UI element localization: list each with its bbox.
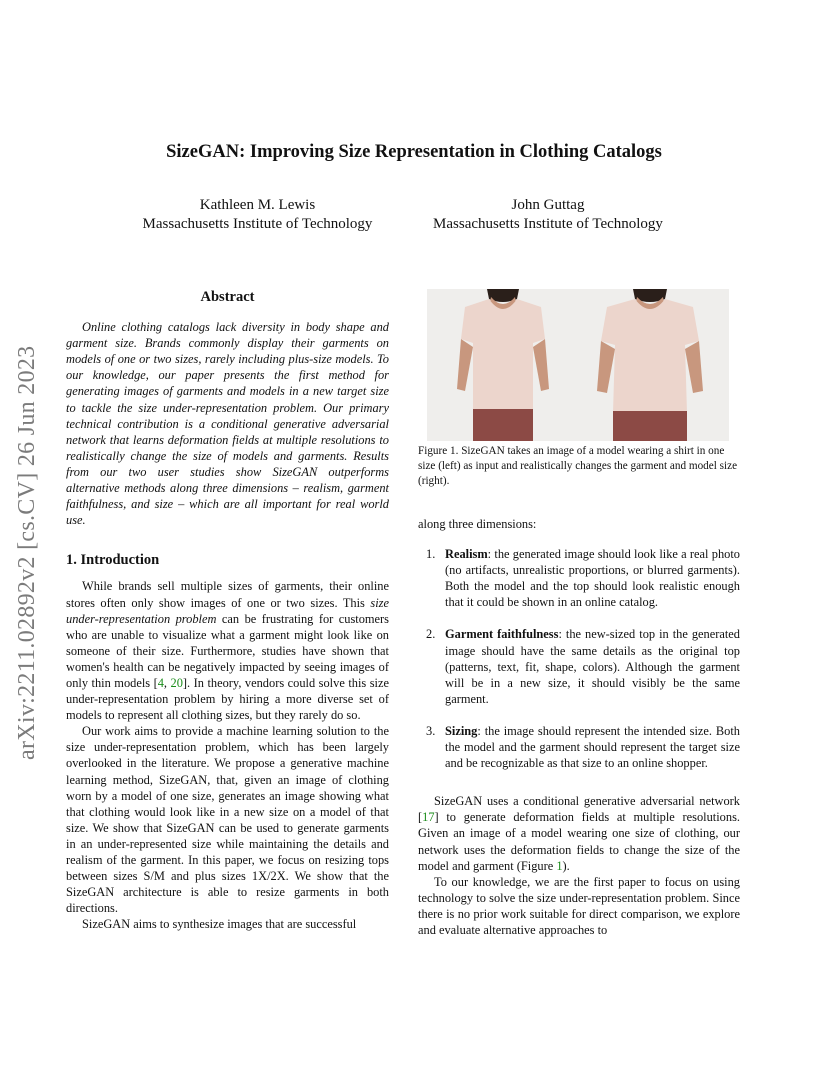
left-column: [66, 289, 389, 932]
intro-paragraph-2: Our work aims to provide a machine learning solution to the size under-representation problem, which has been largely overlooked in the literature. We propose a generative machine learning method, SizeGAN, that, given an image of clothing worn by a model of one size, generates an image showing what that clothing would look like in a new size on a model of that size. We show that SizeGAN can be used to generate garments in an under-represented size while maintaining the details and realism of the garment. In this paper, we focus on resizing tops between sizes S/M and plus sizes 1X/2X. We show that the SizeGAN architecture is able to resize garments in both directions.: [66, 724, 389, 916]
list-item: 2. Garment faithfulness: the new-sized top in the generated image should have the same details as the original top (patterns, text, fit, shape, colors). Although the garment will be in a new size, it should visibly be the same garment.: [426, 627, 741, 706]
abstract-heading: Abstract: [200, 289, 255, 305]
dimensions-list: [418, 546, 740, 771]
abstract-text: Online clothing catalogs lack diversity in body shape and garment size. Brands commonly display their garments on models of one or two sizes, rarely including plus-size models. To our knowledge, our paper presents the first method for generating images of garments and models in a new target size to tackle the size under-representation problem. Our primary technical contribution is a conditional generative adversarial network that learns deformation fields at multiple resolutions to realistically change the size of models and garments. Results from our two user studies show SizeGAN outperforms alternative methods along three dimensions – realism, garment faithfulness, and size – which are all important for real world use.: [66, 320, 389, 528]
arxiv-identifier: arXiv:2211.02892v2 [cs.CV] 26 Jun 2023: [14, 345, 40, 760]
figure-1-image: [427, 289, 729, 441]
right-paragraph-1: SizeGAN uses a conditional generative adversarial network [17] to generate deformation fields at multiple resolutions. Given an image of a model wearing one size of clothing, our network uses the deformation fields to change the size of the model and garment (Figure 1).: [418, 794, 740, 873]
citation-link[interactable]: 17: [422, 810, 435, 825]
author-2-name: John Guttag: [511, 197, 585, 213]
author-2: [420, 196, 676, 234]
intro-heading: 1. Introduction: [66, 552, 160, 569]
paper-title: SizeGAN: Improving Size Representation in Clothing Catalogs: [166, 142, 662, 162]
author-1-name: Kathleen M. Lewis: [199, 197, 316, 213]
figure-1-illustration: [427, 289, 729, 441]
citation-link[interactable]: 4: [157, 675, 164, 690]
right-paragraph-2: To our knowledge, we are the first paper to focus on using technology to solve the size under-representation problem. Since there is no prior work suitable for direct comparison, we explore and evaluate alternative approaches to: [418, 874, 740, 937]
intro-paragraph-3: SizeGAN aims to synthesize images that are successful: [82, 917, 357, 932]
author-1: [130, 196, 385, 234]
citation-link[interactable]: 20: [170, 675, 183, 690]
figure-1-caption: Figure 1. SizeGAN takes an image of a model wearing a shirt in one size (left) as input and realistically changes the garment and model size (right).: [418, 445, 738, 487]
intro-paragraph-1: While brands sell multiple sizes of garments, their online stores often only show images of one or two sizes. This size under-representation problem can be frustrating for customers who are unable to visualize what a garment might look like on someone of their size. Furthermore, studies have shown that women's health can be negatively impacted by seeing images of only thin models [4, 20]. In theory, vendors could solve this size under-representation problem by hiring a more diverse set of models to represent all clothing sizes, but they rarely do so.: [66, 579, 389, 723]
author-1-affiliation: Massachusetts Institute of Technology: [142, 216, 373, 232]
dimensions-lead: along three dimensions:: [418, 517, 537, 531]
list-item: 3. Sizing: the image should represent the intended size. Both the model and the garment should represent the target size and be recognizable as that size to an online shopper.: [426, 723, 740, 771]
list-item: 1. Realism: the generated image should look like a real photo (no artifacts, unrealistic proportions, or blurred garments). Both the model and the top should look realistic enough that it could be shown in an online catalog.: [426, 547, 740, 610]
right-column: [418, 516, 740, 938]
figure-reference-link[interactable]: 1: [556, 858, 563, 873]
author-2-affiliation: Massachusetts Institute of Technology: [433, 216, 663, 232]
